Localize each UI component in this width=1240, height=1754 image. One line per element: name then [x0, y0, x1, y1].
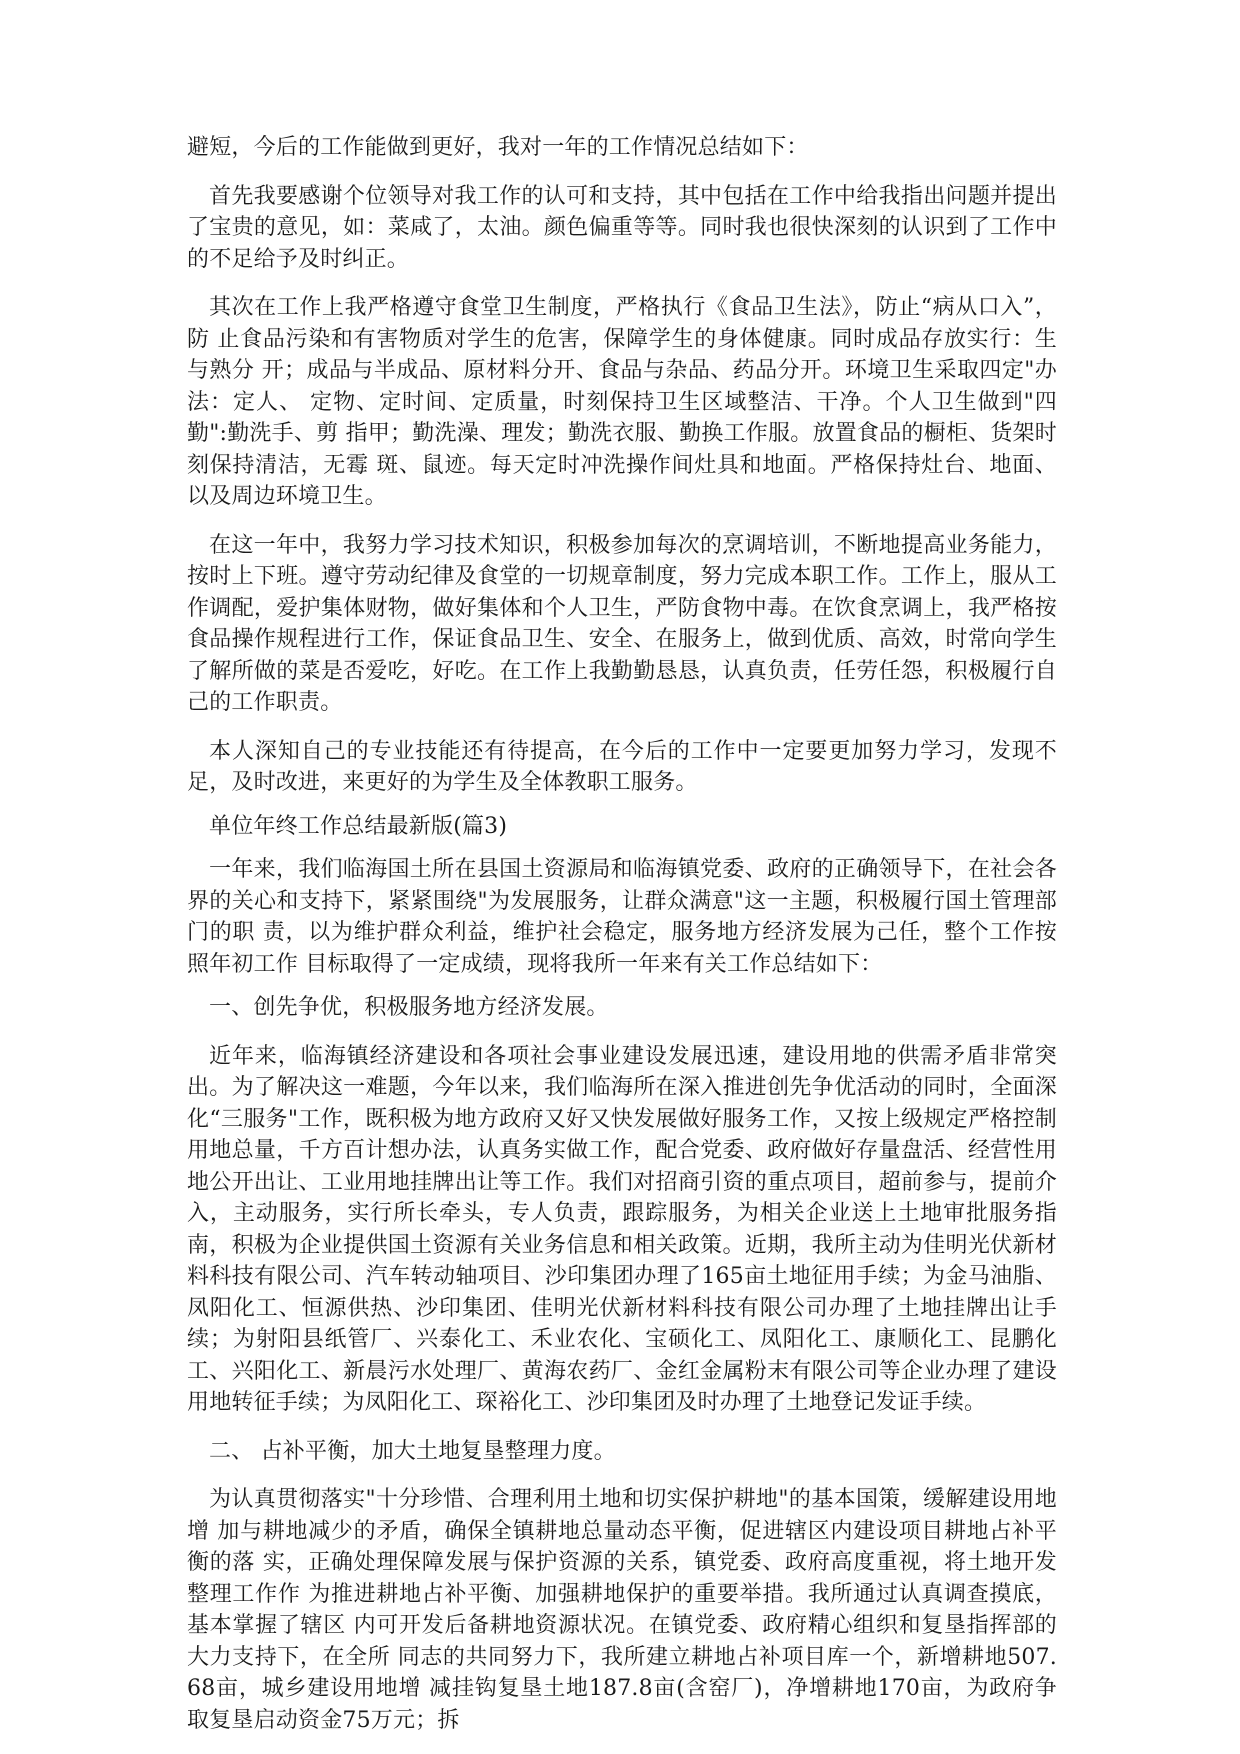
section-heading-part3: 单位年终工作总结最新版(篇3) [209, 813, 508, 839]
subheading-one: 一、创先争优，积极服务地方经济发展。 [209, 995, 609, 1020]
paragraph-study: 在这一年中，我努力学习技术知识，积极参加每次的烹调培训，不断地提高业务能力，按时上下班。遵守劳动纪律及食堂的一切规章制度，努力完成本职工作。工作上，服从工作调配，爱护集体财物，做好集体和个人卫生，严防食物中毒。在饮食烹调上，我严格按食品操作规程进行工作，保证食品卫生、安全、在服务上，做到优质、高效，时常向学生了解所做的菜是否爱吃，好吃。在工作上我勤勤恳恳，认真负责，任劳任怨，积极履行自己的工作职责。 [187, 532, 1057, 715]
paragraph-thanks: 首先我要感谢个位领导对我工作的认可和支持，其中包括在工作中给我指出问题并提出了宝贵的意见，如：菜咸了，太油。颜色偏重等等。同时我也很快深刻的认识到了工作中的不足给予及时纠正。 [187, 183, 1057, 272]
paragraph-intro: 避短，今后的工作能做到更好，我对一年的工作情况总结如下： [187, 135, 809, 160]
subheading-two: 二、 占补平衡，加大土地复垦整理力度。 [209, 1438, 616, 1464]
paragraph-hygiene: 其次在工作上我严格遵守食堂卫生制度，严格执行《食品卫生法》，防止“病从口入”，防 止食品污染和有害物质对学生的危害，保障学生的身体健康。同时成品存放实行：生与熟分 开；成品与半成品、原材料分开、食品与杂品、药品分开。环境卫生采取四定"办法：定人、 定物、定时间、定质量，时刻保持卫生区域整洁、干净。个人卫生做到"四勤":勤洗手、剪 指甲；勤洗澡、理发；勤洗衣服、勤换工作服。放置食品的橱柜、货架时刻保持清洁，无霉 斑、鼠迹。每天定时冲洗操作间灶具和地面。严格保持灶台、地面、以及周边环境卫生。 [187, 295, 1057, 509]
paragraph-land-reclamation: 为认真贯彻落实"十分珍惜、合理利用土地和切实保护耕地"的基本国策，缓解建设用地增 加与耕地减少的矛盾，确保全镇耕地总量动态平衡，促进辖区内建设项目耕地占补平衡的落 实，正确处理保障发展与保护资源的关系，镇党委、政府高度重视，将土地开发整理工作作 为推进耕地占补平衡、加强耕地保护的重要举措。我所通过认真调查摸底，基本掌握了辖区 内可开发后备耕地资源状况。在镇党委、政府精心组织和复垦指挥部的大力支持下，在全所 同志的共同努力下，我所建立耕地占补项目库一个，新增耕地507.68亩，城乡建设用地增 减挂钩复垦土地187.8亩(含窑厂)，净增耕地170亩，为政府争取复垦启动资金75万元；拆 [187, 1487, 1057, 1733]
document-page [187, 132, 1057, 1753]
paragraph-year-overview: 一年来，我们临海国土所在县国土资源局和临海镇党委、政府的正确领导下，在社会各界的关心和支持下，紧紧围绕"为发展服务，让群众满意"这一主题，积极履行国土管理部门的职 责，以为维护群众利益，维护社会稳定，服务地方经济发展为己任，整个工作按照年初工作 目标取得了一定成绩，现将我所一年来有关工作总结如下： [187, 857, 1057, 977]
paragraph-self-improvement: 本人深知自己的专业技能还有待提高，在今后的工作中一定要更加努力学习，发现不足，及时改进，来更好的为学生及全体教职工服务。 [187, 738, 1057, 795]
paragraph-economic-development: 近年来，临海镇经济建设和各项社会事业建设发展迅速，建设用地的供需矛盾非常突出。为了解决这一难题，今年以来，我们临海所在深入推进创先争优活动的同时，全面深化“三服务"工作，既积极为地方政府又好又快发展做好服务工作，又按上级规定严格控制用地总量，千方百计想办法，认真务实做工作，配合党委、政府做好存量盘活、经营性用地公开出让、工业用地挂牌出让等工作。我们对招商引资的重点项目，超前参与，提前介入，主动服务，实行所长牵头，专人负责，跟踪服务，为相关企业送上土地审批服务指南，积极为企业提供国土资源有关业务信息和相关政策。近期，我所主动为佳明光伏新材料科技有限公司、汽车转动轴项目、沙印集团办理了165亩土地征用手续；为金马油脂、凤阳化工、恒源供热、沙印集团、佳明光伏新材料科技有限公司办理了土地挂牌出让手续；为射阳县纸管厂、兴泰化工、禾业农化、宝硕化工、凤阳化工、康顺化工、昆鹏化工、兴阳化工、新晨污水处理厂、黄海农药厂、金红金属粉末有限公司等企业办理了建设用地转征手续；为凤阳化工、琛裕化工、沙印集团及时办理了土地登记发证手续。 [187, 1043, 1057, 1415]
